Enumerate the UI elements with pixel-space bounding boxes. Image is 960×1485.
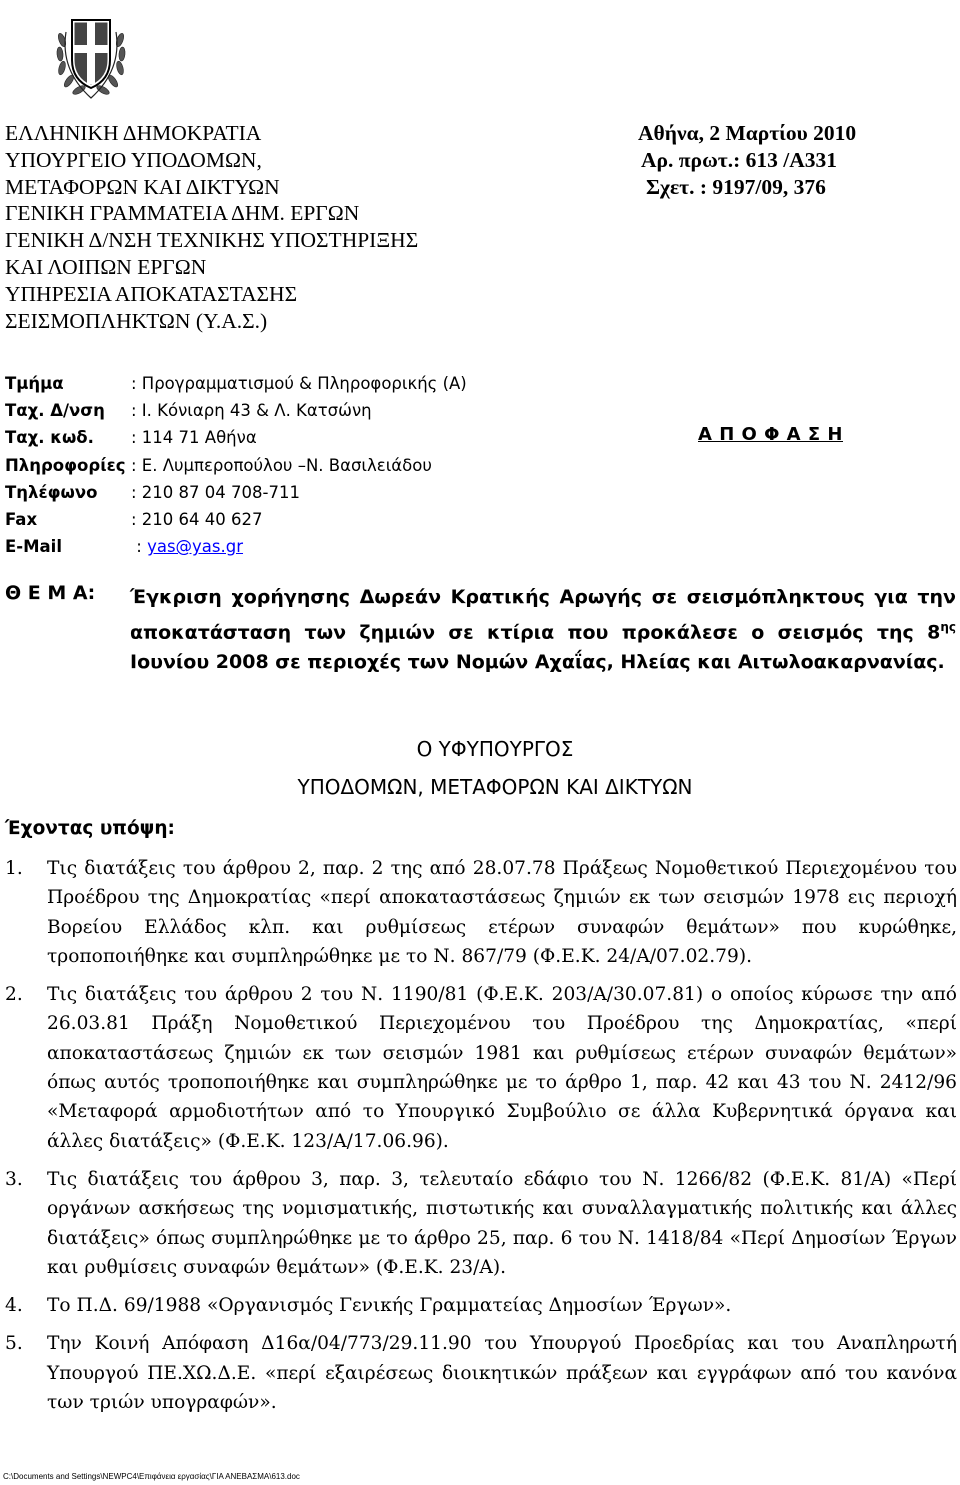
considerations-list [5, 854, 957, 1426]
list-item-number: 4. [5, 1295, 23, 1317]
info-value: : Προγραμματισμού & Πληροφορικής (Α) [131, 374, 467, 393]
document-date: Αθήνα, 2 Μαρτίου 2010 [638, 121, 857, 145]
subject-text-part: Έγκριση χορήγησης Δωρεάν Κρατικής Αρωγής σε σεισμόπληκτους για την αποκατάσταση των ζημιών σε κτίρια που προκάλεσε ο σεισμός της 8 [130, 586, 956, 644]
subject-superscript: ης [940, 620, 956, 634]
info-label: Ταχ. κωδ. [5, 428, 94, 448]
list-item [5, 1329, 957, 1417]
info-value: : 114 71 Αθήνα [131, 428, 257, 448]
info-label: E-Mail [5, 537, 62, 557]
list-item [5, 1165, 957, 1282]
authority-line: ΣΕΙΣΜΟΠΛΗΚΤΩΝ (Υ.Α.Σ.) [5, 308, 268, 333]
info-row-email [5, 533, 467, 560]
contact-info-block [5, 370, 467, 560]
subject-label: Θ Ε Μ Α: [5, 582, 96, 604]
subject-text [130, 582, 956, 677]
list-item-number: 1. [5, 858, 23, 879]
list-item [5, 980, 957, 1156]
list-item-text: Το Π.Δ. 69/1988 «Οργανισμός Γενικής Γραμματείας Δημοσίων Έργων». [47, 1295, 732, 1317]
info-label: Ταχ. Δ/νση [5, 401, 105, 421]
list-item-number: 3. [5, 1168, 23, 1190]
decision-title: Α Π Ο Φ Α Σ Η [698, 424, 843, 445]
info-row-contact-persons [5, 452, 467, 479]
list-item-text: Την Κοινή Απόφαση Δ16α/04/773/29.11.90 του Υπουργού Προεδρίας και του Αναπληρωτή Υπουργού ΠΕ.ΧΩ.Δ.Ε. «περί εξαιρέσεως διοικητικών πράξεων και εγγράφων από του κανόνα των τριών υπογραφών». [47, 1333, 957, 1414]
subject-text-part: Ιουνίου 2008 σε περιοχές των Νομών Αχαΐας, Ηλείας και Αιτωλοακαρνανίας. [130, 651, 945, 674]
authority-line: ΚΑΙ ΛΟΙΠΩΝ ΕΡΓΩΝ [5, 254, 207, 279]
info-label: Τηλέφωνο [5, 482, 98, 502]
list-item-text: Τις διατάξεις του άρθρου 3, παρ. 3, τελευταίο εδάφιο του Ν. 1266/82 (Φ.Ε.Κ. 81/Α) «Περί οργάνων ασκήσεως της νομισματικής, πιστωτικής και συναλλαγματικής πολιτικής και άλλες διατάξεις» όπως συμπληρώθηκε με το άρθρο 25, παρ. 6 του Ν. 1418/84 «Περί Δημοσίων Έργων και ρυθμίσεις συναφών θεμάτων» (Φ.Ε.Κ. 23/Α). [47, 1168, 957, 1278]
related-reference: Σχετ. : 9197/09, 376 [646, 174, 826, 199]
list-item-text: Τις διατάξεις του άρθρου 2, παρ. 2 της από 28.07.78 Πράξεως Νομοθετικού Περιεχομένου του Προέδρου της Δημοκρατίας «περί αποκαταστάσεως ζημιών εκ των σεισμών 1978 εις περιοχή Βορείου Ελλάδος κλπ. και ρυθμίσεως ετέρων συναφών θεμάτων» που κυρώθηκε, τροποποιήθηκε και συμπληρώθηκε με το Ν. 867/79 (Φ.Ε.Κ. 24/Α/07.02.79). [47, 858, 957, 967]
minister-title: Ο ΥΦΥΠΟΥΡΓΟΣ [416, 737, 574, 761]
authority-line: ΥΠΟΥΡΓΕΙΟ ΥΠΟΔΟΜΩΝ, [5, 147, 262, 172]
considering-heading: Έχοντας υπόψη: [5, 818, 175, 839]
info-value: : Ι. Κόνιαρη 43 & Λ. Κατσώνη [131, 401, 372, 421]
authority-line: ΓΕΝΙΚΗ Δ/ΝΣΗ ΤΕΧΝΙΚΗΣ ΥΠΟΣΤΗΡΙΞΗΣ [5, 228, 419, 253]
list-item-number: 2. [5, 984, 23, 1006]
info-label: Πληροφορίες [5, 455, 126, 475]
info-label: Τμήμα [5, 374, 64, 393]
list-item-text: Τις διατάξεις του άρθρου 2 του Ν. 1190/81 (Φ.Ε.Κ. 203/Α/30.07.81) ο οποίος κύρωσε την από 26.03.81 Πράξη Νομοθετικού Περιεχομένου του Προέδρου της Δημοκρατίας, «περί αποκαταστάσεως ζημιών εκ των σεισμών 1981 και ρυθμίσεως ετέρων συναφών θεμάτων» όπως αυτός τροποποιήθηκε και συμπληρώθηκε με το άρθρο 1, παρ. 42 και 43 του Ν. 2412/96 «Μεταφορά αρμοδιοτήτων από το Υπουργικό Συμβούλιο σε άλλα Κυβερνητικά όργανα και άλλες διατάξεις» (Φ.Ε.Κ. 123/Α/17.06.96). [47, 984, 957, 1152]
authority-line: ΓΕΝΙΚΗ ΓΡΑΜΜΑΤΕΙΑ ΔΗΜ. ΕΡΓΩΝ [5, 201, 360, 226]
list-item [5, 1291, 957, 1320]
info-row-phone [5, 479, 467, 506]
email-link[interactable]: yas@yas.gr [147, 537, 244, 557]
email-prefix: : [131, 537, 148, 557]
info-row-postal-code [5, 424, 467, 451]
greek-coat-of-arms-emblem [52, 10, 130, 102]
list-item-number: 5. [5, 1333, 23, 1355]
info-row-department [5, 370, 467, 397]
list-item [5, 854, 957, 971]
info-row-fax [5, 506, 467, 533]
file-path-footer: C:\Documents and Settings\NEWPC4\Επιφάνεια εργασίας\ΓΙΑ ΑΝΕΒΑΣΜΑ\613.doc [3, 1472, 300, 1481]
protocol-number: Αρ. πρωτ.: 613 /Α331 [641, 147, 837, 172]
ministry-name: ΥΠΟΔΟΜΩΝ, ΜΕΤΑΦΟΡΩΝ ΚΑΙ ΔΙΚΤΥΩΝ [297, 775, 693, 799]
info-row-address [5, 397, 467, 424]
info-value: : Ε. Λυμπεροπούλου –Ν. Βασιλειάδου [131, 455, 432, 475]
authority-line: ΕΛΛΗΝΙΚΗ ΔΗΜΟΚΡΑΤΙΑ [5, 121, 262, 145]
info-value: : 210 64 40 627 [131, 510, 263, 530]
info-value: : 210 87 04 708-711 [131, 482, 300, 502]
issuing-authority-block [5, 120, 418, 334]
authority-line: ΥΠΗΡΕΣΙΑ ΑΠΟΚΑΤΑΣΤΑΣΗΣ [5, 281, 298, 306]
info-value [131, 533, 243, 560]
info-label: Fax [5, 510, 38, 530]
authority-line: ΜΕΤΑΦΟΡΩΝ ΚΑΙ ΔΙΚΤΥΩΝ [5, 174, 280, 199]
document-reference-block [638, 120, 856, 200]
